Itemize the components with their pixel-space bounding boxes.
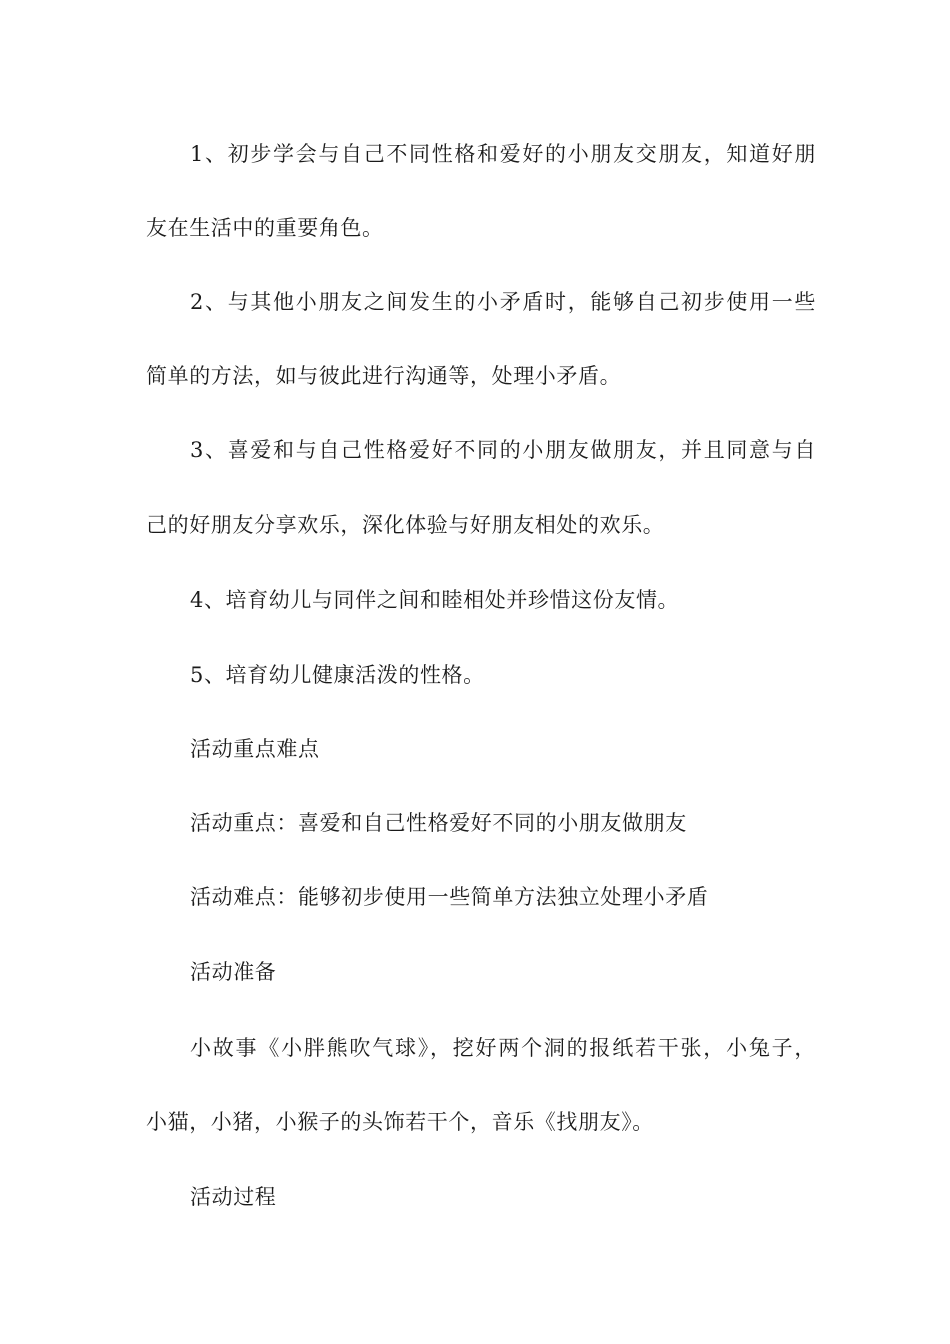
paragraph-1-line-2: 友在生活中的重要角色。 xyxy=(146,216,384,240)
heading-key-points: 活动重点难点 xyxy=(190,737,320,761)
paragraph-5: 5、培育幼儿健康活泼的性格。 xyxy=(190,663,485,687)
paragraph-4: 4、培育幼儿与同伴之间和睦相处并珍惜这份友情。 xyxy=(190,588,680,612)
paragraph-1-line-1: 1、初步学会与自己不同性格和爱好的小朋友交朋友，知道好朋 xyxy=(190,142,816,166)
preparation-line-2: 小猫，小猪，小猴子的头饰若干个，音乐《找朋友》。 xyxy=(146,1110,654,1134)
paragraph-3-line-1: 3、喜爱和与自己性格爱好不同的小朋友做朋友，并且同意与自 xyxy=(190,438,816,462)
preparation-line-1: 小故事《小胖熊吹气球》，挖好两个洞的报纸若干张，小兔子， xyxy=(190,1036,816,1060)
paragraph-3-line-2: 己的好朋友分享欢乐，深化体验与好朋友相处的欢乐。 xyxy=(146,513,665,537)
key-point-difficulty: 活动难点：能够初步使用一些简单方法独立处理小矛盾 xyxy=(190,885,709,909)
heading-preparation: 活动准备 xyxy=(190,960,277,984)
paragraph-2-line-2: 简单的方法，如与彼此进行沟通等，处理小矛盾。 xyxy=(146,364,622,388)
key-point-focus: 活动重点：喜爱和自己性格爱好不同的小朋友做朋友 xyxy=(190,811,687,835)
heading-process: 活动过程 xyxy=(190,1185,277,1209)
paragraph-2-line-1: 2、与其他小朋友之间发生的小矛盾时，能够自己初步使用一些 xyxy=(190,290,816,314)
